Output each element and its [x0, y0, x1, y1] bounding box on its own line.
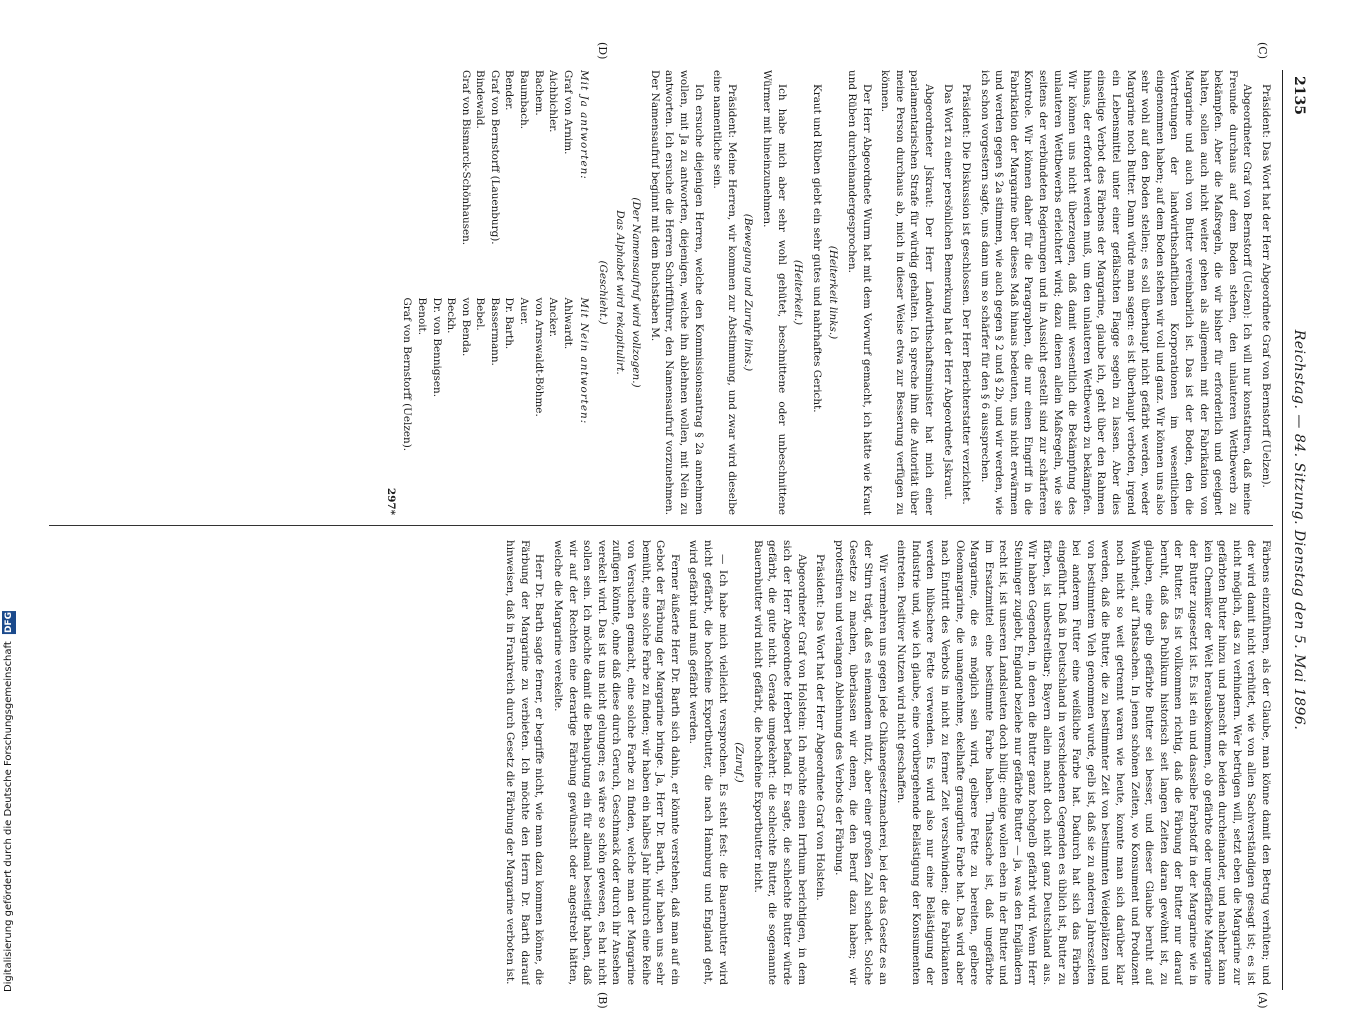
margin-mark-b: (B) [596, 992, 609, 1009]
list-item: Graf von Bernstorff (Uelzen). [401, 297, 414, 452]
paragraph: Färbens einzuführen, als der Glaube, man könne damit den Betrug verhüten; und der wird damit nicht verhütet, wie von allen Sachverständigen gesagt ist; es ist nicht möglich, das zu verhindern. Wer betrügen will, setzt eben die Margarine zur gefärbten Butter hinzu und panscht die beiden durcheinander, und nachher kann kein Chemiker der Welt herausbekommen, ob gefärbte oder ungefärbte Margarine der Butter zugesetzt ist. Es ist ein und dasselbe Farbstoff in der Margarine wie in der Butter. Es ist vollkommen richtig, daß die Färbung der Butter nur darauf beruht, daß das Publikum historisch seit langen Zeiten daran gewöhnt ist, zu glauben, eine gelb gefärbte Butter sei besser, und dieser Glaube beruht auf Wahrheit, auf Thatsachen. In jenen schönen Zeiten, wo Konsument und Produzent noch nicht so weit getrennt waren wie heute, konnte man sich darüber klar werden, daß die Butter, die zu bestimmter Zeit von bestimmten Weideplätzen und von bestimmtem Vieh genommen wurde, gelb ist, daß sie zu anderen Jahreszeiten bei anderem Futter eine weißliche Farbe hat. Dadurch hat sich das Färben eingeführt. Daß in Deutschland in verschiedenen Gegenden es üblich ist, Butter zu färben, ist unbestreitbar; Bayern allein macht doch nicht ganz Deutschland aus. Wir haben Gegenden, in denen die Butter ganz hochgelb gefärbt wird. Wenn Herr Steininger zugiebt, England beziehe nur gefärbte Butter — ja, was den Engländern recht ist, ist unseren Landsleuten doch billig: einige wollen eben in der Butter und im Ersatzmittel eine bestimmte Farbe haben. Thatsache ist, daß ungefärbte Margarine, die es möglich sein wird, gelbere Fette zu bereiten, gelbere Oleomargarine, die unangenehme, ekelhafte graugrüne Farbe hat. Das wird aber nach Eintritt des Verbots in nicht zu ferner Zeit verschwinden; die Fabrikanten werden hübschere Fette verwenden. Es wird also nur eine Belästigung der Industrie und, wie ich glaube, eine vorübergehende Belästigung der Konsumenten eintreten. Positiver Nutzen wird nicht geschaffen. [895, 540, 1272, 985]
margin-mark-d: (D) [596, 42, 609, 60]
list-item: Graf von Bernstorff (Lauenburg). [488, 70, 501, 245]
list-item: von Arnswaldt-Böhme. [532, 297, 545, 417]
paragraph: Ferner äußerte Herr Dr. Barth sich dahin, er könnte verstehen, daß man auf ein Gebot der Färbung der Margarine bringe. Ja, Herr Dr. Barth, wir haben uns sehr bemüht, eine solche Farbe zu finden; wir haben ein halbes Jahr hindurch eine Reihe von Versuchen gemacht, eine solche Farbe zu finden, welche man der Margarine zufügen könnte, ohne daß diese durch Geruch, Geschmack oder durch ihr Ansehen verekelt wird. Das ist uns nicht gelungen; es wäre so schön gewesen, es hat nicht sollen sein. Ich möchte damit die Behauptung ein für allemal beseitigt haben, daß wir auf der Rechten eine derartige Färbung gewünscht oder angestrebt hätten, welche die Margarine verekelte. [552, 540, 681, 985]
list-item: Beckh. [445, 297, 458, 334]
yes-heading: Mit Ja antworten: [578, 70, 591, 180]
column-divider [49, 525, 1273, 526]
stage-direction: (Geschieht.) [597, 260, 610, 325]
paragraph: Kraut und Rüben giebt ein sehr gutes und nahrhaftes Gericht. [810, 84, 823, 413]
header-rule [1282, 70, 1283, 990]
stage-direction: (Heiterkeit links.) [827, 245, 840, 340]
list-item: Bindewald. [474, 70, 487, 129]
paragraph: Ich habe mich aber sehr wohl gehütet, beschnittene oder unbeschnittene Würmer mit hineinzunehmen. [761, 70, 788, 515]
no-list [400, 298, 592, 516]
list-item: Ancker. [547, 297, 560, 338]
paragraph: Ich ersuche diejenigen Herren, welche den Kommissionsantrag § 2a annehmen wollen, mit Ja zu antworten, diejenigen, welche ihn ablehnen wollen, mit Nein zu antworten. Ich ersuche die Herren Schriftführer, den Namensaufruf vorzunehmen. Der Namensaufruf beginnt mit dem Buchstaben M. [648, 70, 705, 515]
list-item: Baumbach. [518, 70, 531, 130]
list-item: Graf von Bismarck-Schönhausen. [459, 70, 472, 246]
list-item: Bender. [503, 70, 516, 111]
signature-mark: 297* [384, 487, 397, 515]
paragraph: Der Herr Abgeordnete Wurm hat mit dem Vorwurf gemacht, ich hätte wie Kraut und Rüben durcheinandergesprochen. [845, 70, 873, 515]
digitization-credit [2, 611, 16, 992]
margin-mark-c: (C) [1256, 42, 1269, 59]
no-heading: Mit Nein antworten: [578, 297, 591, 425]
paragraph: Abgeordneter Jskraut: Der Herr Landwirthschaftsminister hat mich einer parlamentarischen Strafe für würdig gehalten. Ich spreche ihm die Autorität über meine Person durchaus ab, mich in dieser Weise etwa zur Besserung verfügen zu können. [879, 70, 935, 515]
dfg-logo-icon: DFG [4, 611, 14, 633]
paragraph: Herr Dr. Barth sagte ferner, er begriffe nicht, wie man dazu kommen könne, die Färbung der Margarine zu verbieten. Ich möchte den Herrn Dr. Barth darauf hinweisen, daß in Frankreich durch Gesetz die Färbung der Margarine verboten ist. [504, 540, 546, 985]
list-item: Dr. Barth. [503, 297, 516, 350]
page-header [1283, 60, 1309, 1000]
margin-mark-a: (A) [1256, 992, 1269, 1009]
list-item: Bebel. [474, 297, 487, 331]
paragraph: Präsident: Das Wort hat der Herr Abgeordnete Graf von Bernstorff (Uelzen). [1260, 84, 1272, 488]
left-column [49, 70, 1273, 515]
paragraph: Abgeordneter Graf von Holstein: Ich möchte einen Irrthum berichtigen, in dem sich der Herr Abgeordnete Herbert befand. Er sagte, die schlechte Butter würde gefärbt, die gute nicht. Gerade umgekehrt: die schlechte Butter, die sogenannte Bauernbutter wird nicht gefärbt, die hochfeine Exportbutter nicht. [751, 540, 808, 985]
list-item: Graf von Arnim. [561, 70, 574, 155]
list-item: Aichbichler. [547, 70, 560, 133]
credit-text: Digitalisierung gefördert durch die Deutsche Forschungsgemeinschaft [3, 641, 14, 992]
list-item: Benoit. [415, 297, 428, 336]
paragraph: Präsident: Meine Herren, wir kommen zur Abstimmung, und zwar wird dieselbe eine namentliche sein. [711, 70, 738, 515]
stage-direction: (Zuruf.) [733, 742, 746, 783]
paragraph: Das Wort zu einer persönlichen Bemerkung hat der Herr Abgeordnete Jskraut. [941, 84, 954, 500]
paragraph: Präsident: Das Wort hat der Herr Abgeordnete Graf von Holstein. [814, 554, 827, 901]
list-item: Bachem. [532, 70, 545, 116]
paragraph: Wir vermehren uns gegen jede Chikanegesetzmacherei, bei der das Gesetz es an der Stirn trägt, daß es niemandem nützt, aber einer großen Zahl schadet. Solche Gesetze zu machen, überlassen wir denen, die den Beruf dazu haben; wir protestiren und verlangen Ablehnung des Verbots der Färbung. [832, 540, 889, 985]
paragraph: Präsident: Die Diskussion ist geschlossen. Der Herr Berichterstatter verzichtet. [960, 84, 973, 505]
stage-direction: Das Alphabet wird rekapitulirt. [613, 210, 626, 375]
right-column [49, 540, 1273, 985]
stage-direction: (Heiterkeit.) [792, 259, 805, 326]
stage-direction: (Der Namensaufruf wird vollzogen.) [630, 197, 643, 388]
yes-list [400, 70, 592, 288]
document-page [39, 42, 1309, 1009]
list-item: Dr. von Bennigsen. [430, 297, 443, 398]
list-item: Ahlwardt. [561, 297, 574, 350]
paragraph: — Ich habe mich vielleicht versprochen. Es steht fest: die Bauernbutter wird nicht gefärbt, die hochfeine Exportbutter, die nach Hamburg und England geht, wird gefärbt und muß gefärbt werden. [687, 540, 729, 985]
list-item: Auer. [518, 297, 531, 325]
paragraph: Abgeordneter Graf von Bernstorff (Uelzen): Ich will nur konstatiren, daß meine Freunde durchaus auf dem Boden stehen, den unlauteren Wettbewerb zu bekämpfen. Aber die Maßregeln, die wir bisher für erforderlich und geeignet halten, sollen auch nicht weiter gehen als allgemein mit der Fabrikation von Margarine und auch von Butter vereinbarlich ist. Das ist der Boden, den die Vertretungen der landwirthschaftlichen Korporationen im wesentlichen eingenommen haben; auf dem Boden stehen wir voll und ganz. Wir können uns also sehr wohl auf den Boden stellen; es soll überhaupt nicht gefärbt werden, weder Margarine noch Butter. Dann würde man sagen: es ist überhaupt verboten, irgend ein Lebensmittel unter einer gefälschten Flagge segeln zu lassen. Aber dies einseitige Verbot des Färbens der Margarine, glaube ich, geht über den Rahmen hinaus, der erfordert werden muß, um den unlauteren Wettbewerb zu bekämpfen. Wir können uns nicht überzeugen, daß damit wesentlich die Bekämpfung des unlauteren Wettbewerbs erleichtert wird; dazu dienen allein Maßregeln, wie sie seitens der verbündeten Regierungen und in Aussicht gestellt sind zur schärferen Kontrole. Wir können daher für die Paragraphen, die nur einen Eingriff in die Fabrikation der Margarine über dieses Maß hinaus bedeuten, uns nicht erwärmen und werden gegen § 2a stimmen, wie auch gegen § 2 und § 2b, und wir werden, wie ich schon vorgestern sagte, uns dann um so schärfer für den § 6 aussprechen. [978, 70, 1254, 515]
list-item: von Benda. [459, 297, 472, 357]
stage-direction: (Bewegung und Zurufe links.) [742, 213, 755, 372]
list-item: Bassermann. [488, 297, 501, 366]
vote-lists [400, 70, 592, 515]
page-number: 2135 [1291, 76, 1307, 115]
running-title: Reichstag. — 84. Sitzung. Dienstag den 5. Mai 1896. [1291, 329, 1307, 731]
